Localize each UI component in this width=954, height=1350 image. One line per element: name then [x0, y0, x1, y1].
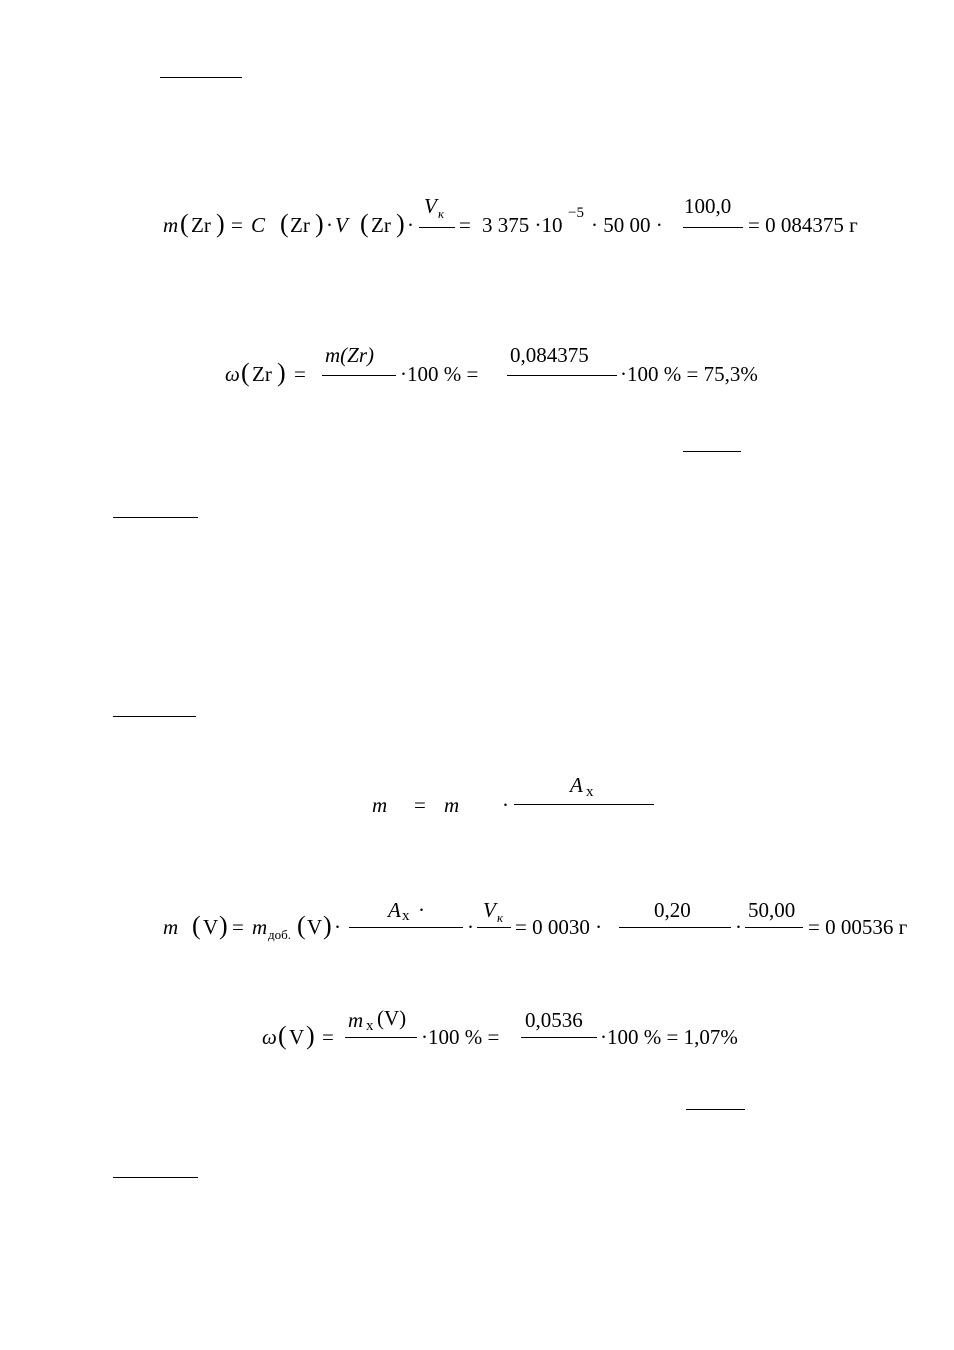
eq-operator: =	[414, 793, 426, 817]
fraction-numerator: m	[348, 1008, 364, 1032]
eq-symbol: C	[251, 213, 266, 237]
eq-operator: =	[294, 362, 306, 386]
fraction-numerator: 0,084375	[510, 343, 589, 367]
eq-element: Zr	[290, 213, 310, 237]
omega-symbol: ω	[225, 362, 240, 386]
fraction-numerator: A	[388, 898, 401, 922]
eq-operator: ·	[326, 213, 333, 237]
blank-line	[686, 1109, 745, 1110]
fraction-numerator: 0,0536	[525, 1008, 583, 1032]
fraction-numerator: 50,00	[748, 898, 796, 922]
eq-result: = 0 084375 г	[748, 213, 858, 237]
fraction-numerator: (V)	[377, 1006, 407, 1030]
eq-operator: ·	[735, 915, 742, 939]
eq-value: ·100 % =	[421, 1025, 500, 1049]
eq-result: ·100 % = 1,07%	[600, 1025, 738, 1049]
eq-element: Zr	[371, 213, 391, 237]
omega-symbol: ω	[262, 1025, 277, 1049]
fraction-numerator: V	[483, 898, 496, 922]
eq-paren: )	[277, 358, 286, 387]
blank-line	[113, 1177, 198, 1178]
eq-element: V	[307, 915, 323, 939]
eq-operator: ·	[334, 915, 341, 939]
eq-element: V	[289, 1025, 305, 1049]
eq-operator: ·	[407, 213, 414, 237]
eq-value: · 50 00 ·	[591, 213, 663, 237]
fraction-numerator: m(Zr)	[325, 343, 375, 367]
fraction-subscript: x	[366, 1018, 374, 1034]
eq-operator: ·	[502, 793, 509, 817]
eq-paren: )	[323, 911, 332, 940]
eq-paren: (	[180, 209, 189, 238]
fraction-bar	[521, 1037, 597, 1038]
eq-result: ·100 % = 75,3%	[620, 362, 758, 386]
fraction-numerator: A	[570, 773, 583, 797]
eq-result: = 0 00536 г	[808, 915, 908, 939]
eq-value: ·100 % =	[400, 362, 479, 386]
fraction-numerator: 0,20	[654, 898, 691, 922]
eq-element: V	[203, 915, 219, 939]
fraction-bar	[345, 1037, 417, 1038]
eq-paren: (	[241, 358, 250, 387]
eq-paren: )	[219, 911, 228, 940]
fraction-subscript: x	[586, 784, 594, 800]
eq-symbol: m	[252, 915, 268, 939]
eq-value: = 0 0030 ·	[515, 915, 603, 939]
eq-paren: (	[360, 209, 369, 238]
eq-paren: (	[280, 209, 289, 238]
eq-subscript: доб.	[268, 927, 291, 942]
eq-operator: =	[231, 213, 243, 237]
eq-element: Zr	[252, 362, 272, 386]
eq-paren: (	[278, 1021, 287, 1050]
eq-symbol: m	[444, 793, 460, 817]
eq-operator: =	[459, 213, 471, 237]
eq-paren: )	[315, 209, 324, 238]
eq-symbol: m	[372, 793, 388, 817]
eq-operator: ·	[467, 915, 474, 939]
eq-operator: =	[322, 1025, 334, 1049]
fraction-numerator: V	[424, 194, 437, 218]
eq-paren: )	[306, 1021, 315, 1050]
eq-element: Zr	[191, 213, 211, 237]
eq-symbol: m	[163, 213, 179, 237]
eq-symbol: V	[335, 213, 348, 237]
eq-paren: (	[192, 911, 201, 940]
eq-operator: ·	[418, 898, 425, 922]
eq-paren: )	[396, 209, 405, 238]
fraction-numerator: 100,0	[684, 194, 732, 218]
fraction-subscript: x	[402, 908, 410, 924]
fraction-subscript: к	[497, 910, 504, 925]
eq-value: 3 375 ·10	[482, 213, 563, 237]
fraction-subscript: к	[438, 206, 445, 221]
eq-operator: =	[232, 915, 244, 939]
eq-paren: )	[216, 209, 225, 238]
eq-paren: (	[297, 911, 306, 940]
eq-symbol: m	[163, 915, 179, 939]
eq-exponent: −5	[568, 205, 584, 221]
